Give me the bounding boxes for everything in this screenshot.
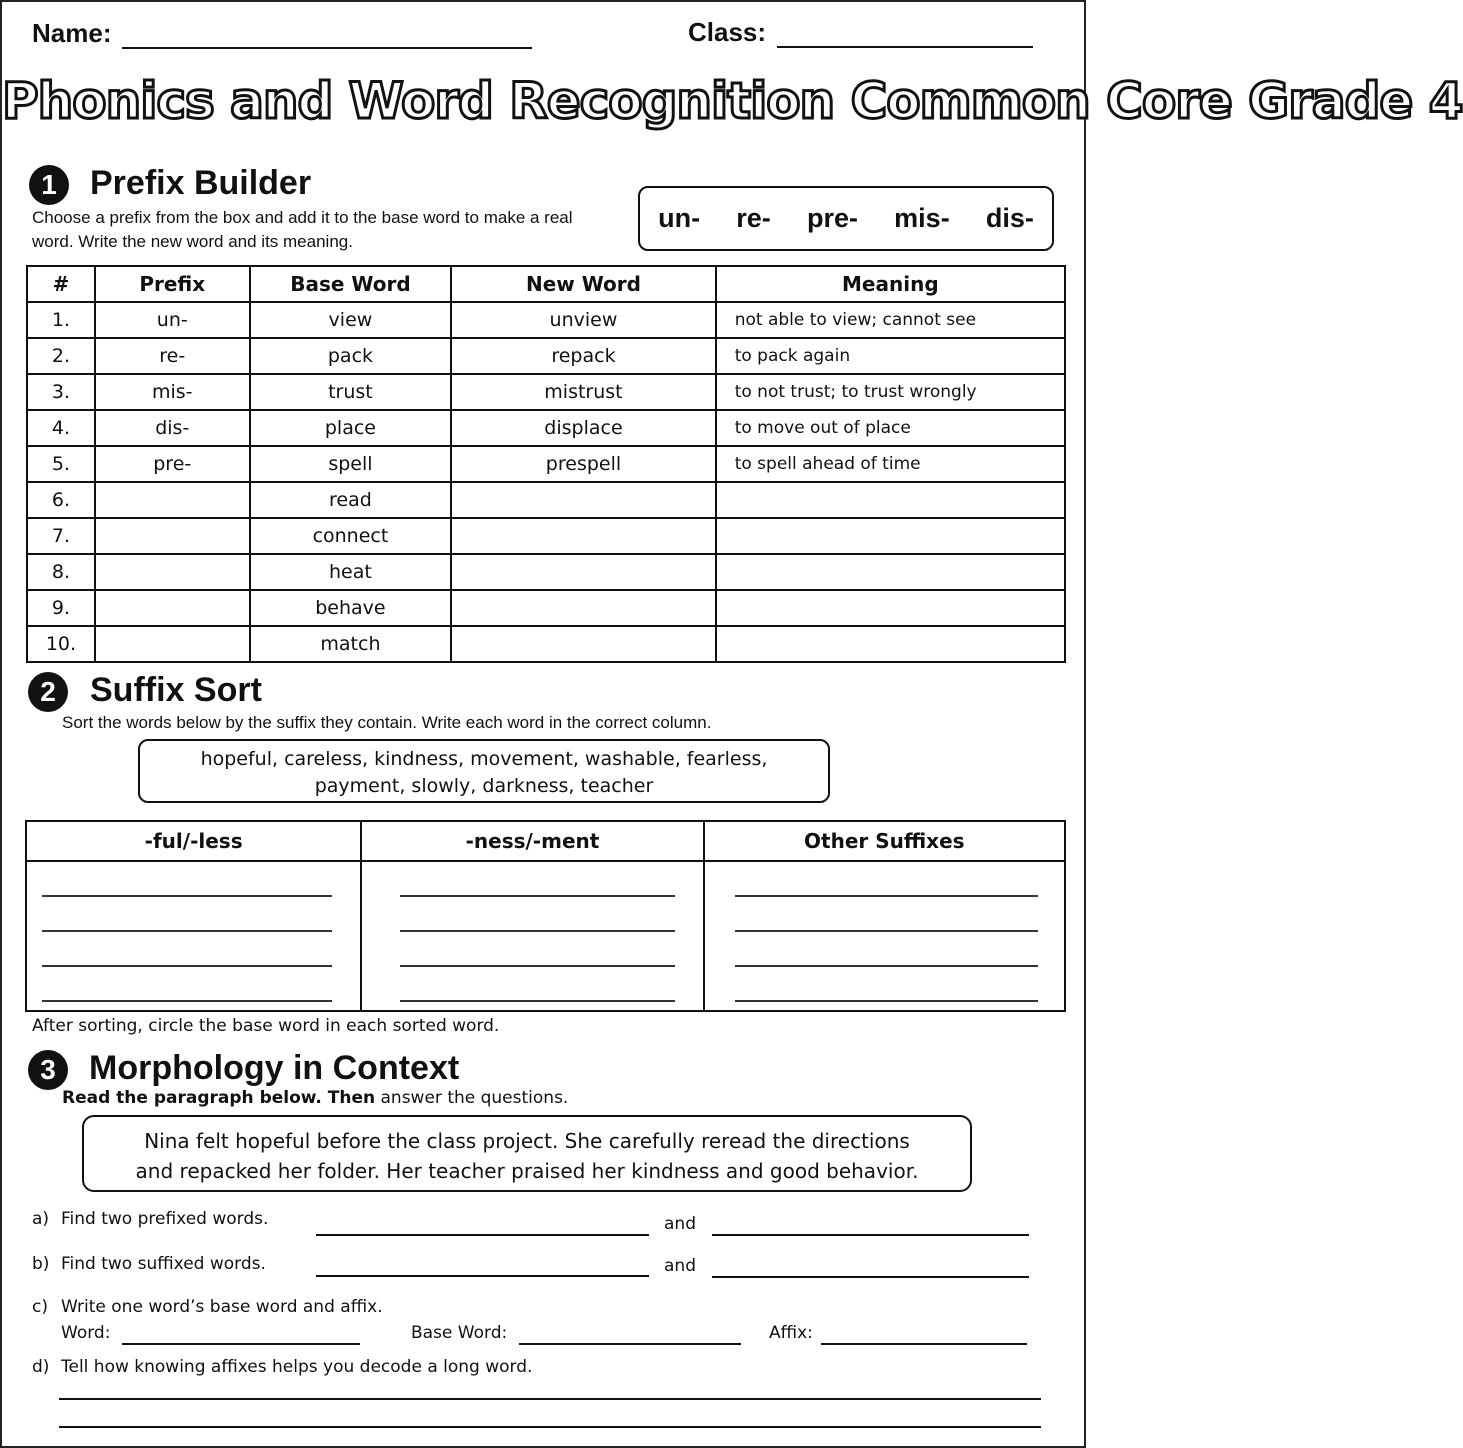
row-number: 2. bbox=[27, 338, 95, 374]
section-3-instructions bbox=[62, 1088, 568, 1108]
row-number: 1. bbox=[27, 302, 95, 338]
section-2-title: Suffix Sort bbox=[90, 671, 262, 709]
answer-line[interactable] bbox=[42, 1000, 332, 1002]
new-word-cell[interactable]: unview bbox=[451, 302, 715, 338]
question-b-and: and bbox=[664, 1256, 696, 1276]
answer-line[interactable] bbox=[735, 930, 1038, 932]
new-word-cell[interactable] bbox=[451, 482, 715, 518]
meaning-cell[interactable]: not able to view; cannot see bbox=[716, 302, 1065, 338]
question-a-text: Find two prefixed words. bbox=[61, 1209, 269, 1229]
new-word-cell[interactable] bbox=[451, 590, 715, 626]
prefix-cell[interactable] bbox=[95, 626, 250, 662]
section-3-title: Morphology in Context bbox=[89, 1049, 460, 1087]
paragraph-line-1: Nina felt hopeful before the class project. She carefully reread the directions bbox=[144, 1129, 910, 1153]
table-row bbox=[27, 374, 1065, 410]
column-header: Prefix bbox=[95, 266, 250, 302]
meaning-cell[interactable]: to not trust; to trust wrongly bbox=[716, 374, 1065, 410]
section-2-instructions: Sort the words below by the suffix they contain. Write each word in the correct column. bbox=[62, 713, 712, 732]
column-header: Base Word bbox=[250, 266, 452, 302]
answer-line[interactable] bbox=[42, 965, 332, 967]
prefix-option: re- bbox=[736, 203, 771, 233]
new-word-cell[interactable] bbox=[451, 626, 715, 662]
table-header-row bbox=[26, 821, 1065, 861]
prefix-option: un- bbox=[658, 203, 701, 233]
prefix-cell[interactable]: re- bbox=[95, 338, 250, 374]
meaning-cell[interactable] bbox=[716, 554, 1065, 590]
answer-line[interactable] bbox=[735, 1000, 1038, 1002]
class-label: Class: bbox=[688, 17, 767, 47]
answer-a-1-line[interactable] bbox=[316, 1234, 649, 1236]
base-word-cell: spell bbox=[250, 446, 452, 482]
answer-b-2-line[interactable] bbox=[712, 1276, 1029, 1278]
column-header-ness-ment: -ness/-ment bbox=[361, 821, 703, 861]
column-header: Meaning bbox=[716, 266, 1065, 302]
prefix-cell[interactable] bbox=[95, 518, 250, 554]
instructions-line-2: word. Write the new word and its meaning. bbox=[32, 232, 353, 251]
question-d-text: Tell how knowing affixes helps you decode a long word. bbox=[61, 1357, 533, 1377]
section-1-instructions bbox=[32, 206, 632, 254]
base-word-cell: match bbox=[250, 626, 452, 662]
answer-d-line-2[interactable] bbox=[59, 1426, 1041, 1428]
table-row bbox=[26, 861, 1065, 1011]
name-field[interactable] bbox=[122, 47, 532, 49]
meaning-cell[interactable] bbox=[716, 626, 1065, 662]
prefix-cell[interactable]: pre- bbox=[95, 446, 250, 482]
answer-line[interactable] bbox=[400, 930, 674, 932]
prefix-table bbox=[26, 265, 1066, 663]
base-word-cell: pack bbox=[250, 338, 452, 374]
answer-line[interactable] bbox=[400, 1000, 674, 1002]
new-word-cell[interactable]: mistrust bbox=[451, 374, 715, 410]
prefix-cell[interactable]: un- bbox=[95, 302, 250, 338]
question-b-label: b) bbox=[32, 1254, 50, 1274]
table-header-row bbox=[27, 266, 1065, 302]
word-bank-line-2: payment, slowly, darkness, teacher bbox=[314, 775, 654, 797]
class-field[interactable] bbox=[777, 46, 1033, 48]
section-2-number: 2 bbox=[28, 672, 68, 712]
new-word-cell[interactable]: repack bbox=[451, 338, 715, 374]
row-number: 7. bbox=[27, 518, 95, 554]
new-word-cell[interactable]: prespell bbox=[451, 446, 715, 482]
answer-d-line-1[interactable] bbox=[59, 1398, 1041, 1400]
row-number: 5. bbox=[27, 446, 95, 482]
sort-column-other bbox=[704, 861, 1065, 1011]
answer-line[interactable] bbox=[400, 965, 674, 967]
word-label: Word: bbox=[61, 1323, 111, 1343]
question-c-label: c) bbox=[32, 1297, 48, 1317]
prefix-box bbox=[638, 186, 1054, 251]
answer-line[interactable] bbox=[42, 930, 332, 932]
base-word-cell: heat bbox=[250, 554, 452, 590]
prefix-cell[interactable]: mis- bbox=[95, 374, 250, 410]
sort-column-ness-ment bbox=[361, 861, 703, 1011]
prefix-option: mis- bbox=[894, 203, 950, 233]
table-row bbox=[27, 302, 1065, 338]
table-row bbox=[27, 482, 1065, 518]
word-bank-line-1: hopeful, careless, kindness, movement, washable, fearless, bbox=[200, 748, 768, 770]
base-word-cell: behave bbox=[250, 590, 452, 626]
word-bank bbox=[138, 739, 830, 803]
name-label: Name: bbox=[32, 18, 112, 48]
answer-line[interactable] bbox=[42, 895, 332, 897]
question-d-label: d) bbox=[32, 1357, 50, 1377]
table-row bbox=[27, 446, 1065, 482]
table-row bbox=[27, 590, 1065, 626]
meaning-cell[interactable] bbox=[716, 590, 1065, 626]
base-word-cell: trust bbox=[250, 374, 452, 410]
meaning-cell[interactable]: to move out of place bbox=[716, 410, 1065, 446]
row-number: 9. bbox=[27, 590, 95, 626]
base-word-label: Base Word: bbox=[411, 1323, 508, 1343]
prefix-cell[interactable]: dis- bbox=[95, 410, 250, 446]
base-word-cell: view bbox=[250, 302, 452, 338]
table-row bbox=[27, 410, 1065, 446]
table-row bbox=[27, 338, 1065, 374]
column-header: New Word bbox=[451, 266, 715, 302]
row-number: 3. bbox=[27, 374, 95, 410]
sort-column-ful-less bbox=[26, 861, 361, 1011]
prefix-cell[interactable] bbox=[95, 482, 250, 518]
meaning-cell[interactable] bbox=[716, 518, 1065, 554]
meaning-cell[interactable]: to pack again bbox=[716, 338, 1065, 374]
prefix-cell[interactable] bbox=[95, 590, 250, 626]
instructions-bold: Read the paragraph below. Then bbox=[62, 1088, 376, 1108]
affix-answer-line[interactable] bbox=[821, 1343, 1027, 1345]
meaning-cell[interactable]: to spell ahead of time bbox=[716, 446, 1065, 482]
meaning-cell[interactable] bbox=[716, 482, 1065, 518]
instructions-rest: answer the questions. bbox=[375, 1088, 569, 1108]
new-word-cell[interactable] bbox=[451, 554, 715, 590]
question-a-label: a) bbox=[32, 1209, 50, 1229]
column-header-other: Other Suffixes bbox=[704, 821, 1065, 861]
prefix-option: dis- bbox=[985, 203, 1034, 233]
affix-label: Affix: bbox=[769, 1323, 813, 1343]
after-sort-note: After sorting, circle the base word in each sorted word. bbox=[32, 1016, 500, 1036]
column-header-ful-less: -ful/-less bbox=[26, 821, 361, 861]
worksheet-title: Phonics and Word Recognition Common Core Grade 4 bbox=[2, 72, 1463, 130]
prefix-option: pre- bbox=[806, 203, 858, 233]
prefix-cell[interactable] bbox=[95, 554, 250, 590]
column-header: # bbox=[27, 266, 95, 302]
base-word-cell: place bbox=[250, 410, 452, 446]
question-b-text: Find two suffixed words. bbox=[61, 1254, 266, 1274]
row-number: 10. bbox=[27, 626, 95, 662]
answer-line[interactable] bbox=[400, 895, 674, 897]
word-answer-line[interactable] bbox=[122, 1343, 360, 1345]
new-word-cell[interactable] bbox=[451, 518, 715, 554]
question-a-and: and bbox=[664, 1214, 696, 1234]
suffix-sort-table bbox=[25, 820, 1066, 1012]
section-1-number: 1 bbox=[29, 165, 69, 205]
row-number: 4. bbox=[27, 410, 95, 446]
answer-line[interactable] bbox=[735, 895, 1038, 897]
section-1-title: Prefix Builder bbox=[90, 164, 312, 202]
table-row bbox=[27, 554, 1065, 590]
answer-a-2-line[interactable] bbox=[712, 1234, 1029, 1236]
row-number: 6. bbox=[27, 482, 95, 518]
instructions-line-1: Choose a prefix from the box and add it to the base word to make a real bbox=[32, 208, 573, 227]
base-word-cell: read bbox=[250, 482, 452, 518]
reading-paragraph bbox=[82, 1115, 972, 1192]
base-word-cell: connect bbox=[250, 518, 452, 554]
row-number: 8. bbox=[27, 554, 95, 590]
table-row bbox=[27, 518, 1065, 554]
paragraph-line-2: and repacked her folder. Her teacher praised her kindness and good behavior. bbox=[135, 1159, 919, 1183]
answer-line[interactable] bbox=[735, 965, 1038, 967]
base-word-answer-line[interactable] bbox=[519, 1343, 741, 1345]
section-3-number: 3 bbox=[28, 1050, 68, 1090]
answer-b-1-line[interactable] bbox=[316, 1275, 649, 1277]
new-word-cell[interactable]: displace bbox=[451, 410, 715, 446]
question-c-text: Write one word’s base word and affix. bbox=[61, 1297, 383, 1317]
table-row bbox=[27, 626, 1065, 662]
